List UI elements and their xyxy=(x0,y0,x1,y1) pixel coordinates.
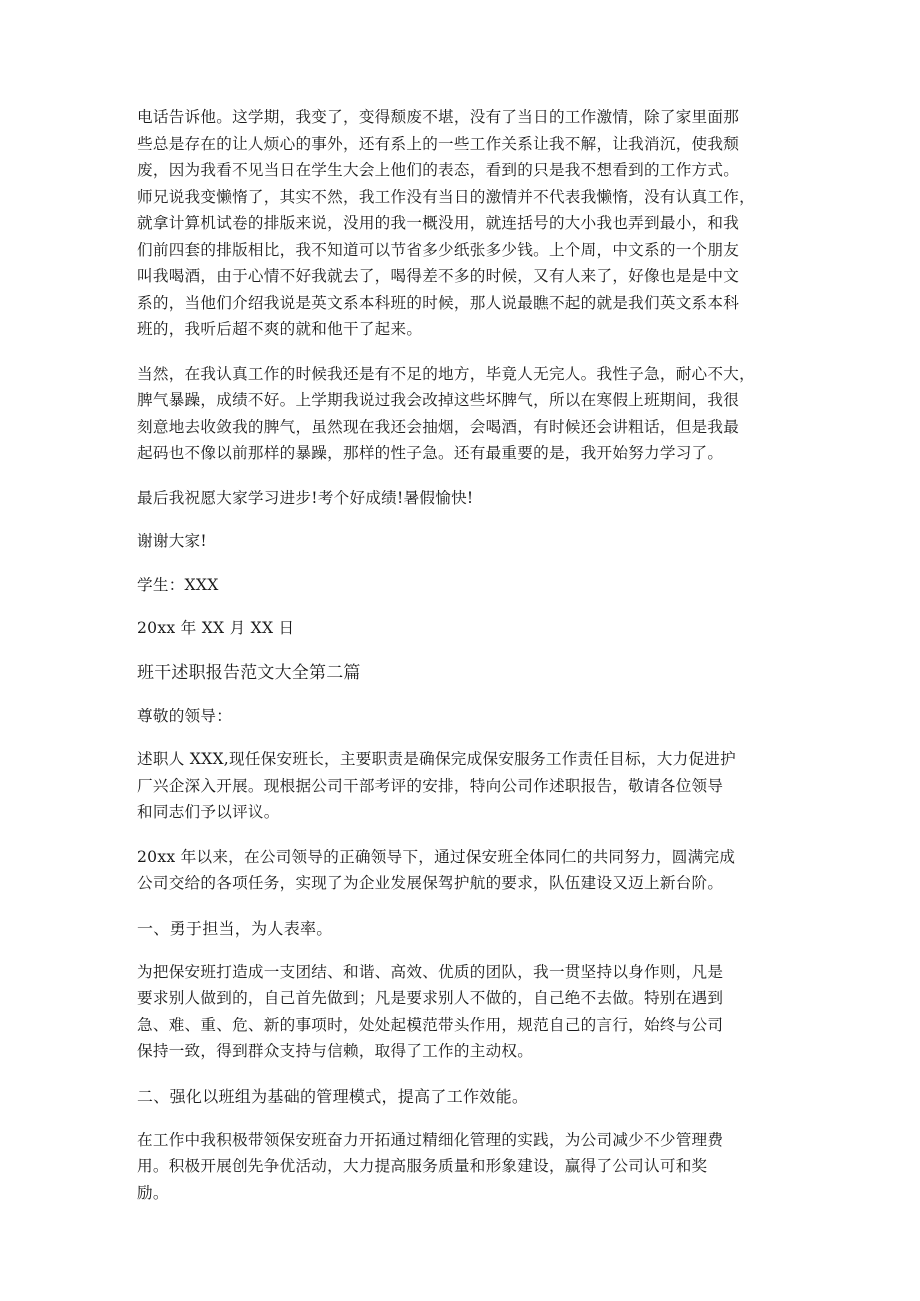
text-line: 叫我喝酒，由于心情不好我就去了，喝得差不多的时候，又有人来了，好像也是是中文 xyxy=(137,267,740,285)
paragraph-summary xyxy=(137,844,797,897)
section-1-body xyxy=(137,959,797,1065)
document-body xyxy=(137,104,797,1224)
text-line: 班的，我听后超不爽的就和他干了起来。 xyxy=(137,320,423,338)
text-line: 述职人 XXX,现任保安班长，主要职责是确保完成保安服务工作责任目标，大力促进护 xyxy=(137,750,736,768)
signature-student xyxy=(137,572,797,599)
text-line: 些总是存在的让人烦心的事外，还有系上的一些工作关系让我不解，让我消沉，使我颓 xyxy=(137,134,740,153)
text-line: 谢谢大家! xyxy=(137,532,207,550)
text-line: 当然，在我认真工作的时候我还是有不足的地方，毕竟人无完人。我性子急，耐心不大， xyxy=(137,364,755,383)
text-line: 20xx 年以来，在公司领导的正确领导下，通过保安班全体同仁的共同努力，圆满完成 xyxy=(137,847,736,866)
text-line: 为把保安班打造成一支团结、和谐、高效、优质的团队，我一贯坚持以身作则，凡是 xyxy=(137,962,724,981)
paragraph-1 xyxy=(137,104,797,343)
text-line: 最后我祝愿大家学习进步!考个好成绩!暑假愉快! xyxy=(137,488,474,507)
text-line: 学生：XXX xyxy=(137,575,219,594)
text-line: 在工作中我积极带领保安班奋力开拓通过精细化管理的实践，为公司减少不少管理费 xyxy=(137,1130,724,1149)
text-line: 用。积极开展创先争优活动，大力提高服务质量和形象建设，赢得了公司认可和奖 xyxy=(137,1157,708,1175)
signature-date xyxy=(137,615,797,642)
text-line: 公司交给的各项任务，实现了为企业发展保驾护航的要求，队伍建设又迈上新台阶。 xyxy=(137,874,724,892)
text-line: 电话告诉他。这学期，我变了，变得颓废不堪，没有了当日的工作激情，除了家里面那 xyxy=(137,108,740,126)
thanks-line xyxy=(137,528,797,555)
paragraph-intro xyxy=(137,746,797,826)
article-title: 班干述职报告范文大全第二篇 xyxy=(137,662,361,683)
text-line: 和同志们予以评议。 xyxy=(137,803,280,821)
text-line: 励。 xyxy=(137,1183,169,1202)
text-line: 急、难、重、危、新的事项时，处处起模范带头作用，规范自己的言行，始终与公司 xyxy=(137,1015,724,1034)
text-line: 厂兴企深入开展。现根据公司干部考评的安排，特向公司作述职报告，敬请各位领导 xyxy=(137,776,724,795)
paragraph-2 xyxy=(137,361,797,467)
section-heading-1: 一、勇于担当，为人表率。 xyxy=(137,918,333,938)
text-line: 20xx 年 XX 月 XX 日 xyxy=(137,619,295,637)
text-line: 废，因为我看不见当日在学生大会上他们的表态，看到的只是我不想看到的工作方式。 xyxy=(137,161,740,179)
section-2-body xyxy=(137,1127,797,1207)
text-line: 要求别人做到的，自己首先做到；凡是要求别人不做的，自己绝不去做。特别在遇到 xyxy=(137,989,724,1007)
text-line: 保持一致，得到群众支持与信赖，取得了工作的主动权。 xyxy=(137,1042,534,1060)
section-heading-2: 二、强化以班组为基础的管理模式，提高了工作效能。 xyxy=(137,1086,529,1106)
text-line: 就拿计算机试卷的排版来说，没用的我一概没用，就连括号的大小我也弄到最小，和我 xyxy=(137,214,740,232)
text-line: 们前四套的排版相比，我不知道可以节省多少纸张多少钱。上个周，中文系的一个朋友 xyxy=(137,240,740,259)
text-line: 起码也不像以前那样的暴躁，那样的性子急。还有最重要的是，我开始努力学习了。 xyxy=(137,444,724,462)
closing-wishes xyxy=(137,485,797,512)
text-line: 系的，当他们介绍我说是英文系本科班的时候，那人说最瞧不起的就是我们英文系本科 xyxy=(137,293,740,312)
text-line: 刻意地去收敛我的脾气，虽然现在我还会抽烟，会喝酒，有时候还会讲粗话，但是我最 xyxy=(137,417,740,436)
text-line: 脾气暴躁，成绩不好。上学期我说过我会改掉这些坏脾气，所以在寒假上班期间，我很 xyxy=(137,391,740,409)
salutation: 尊敬的领导： xyxy=(137,706,233,725)
text-line: 师兄说我变懒惰了，其实不然，我工作没有当日的激情并不代表我懒惰，没有认真工作， xyxy=(137,187,755,206)
